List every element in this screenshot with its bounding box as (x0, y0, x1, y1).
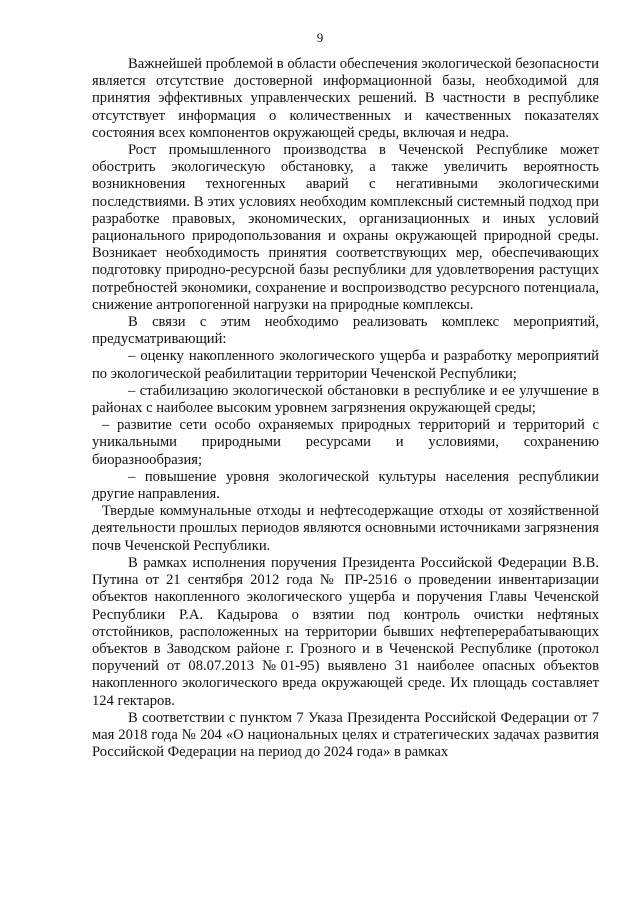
paragraph-decree-204: В соответствии с пунктом 7 Указа Президента Российской Федерации от 7 мая 2018 года № 204 «О национальных целях и стратегических задачах развития Российской Федерации на период до 2024 года» в рамках (92, 709, 599, 761)
list-item-damage-assessment: – оценку накопленного экологического ущерба и разработку мероприятий по экологической реабилитации территории Чеченской Республики; (92, 348, 599, 382)
list-item-ecological-culture: – повышение уровня экологической культуры населения республикии другие направления. (92, 468, 599, 503)
paragraph-ecology-problem: Важнейшей проблемой в области обеспечения экологической безопасности является отсутствие достоверной информационной базы, необходимой для принятия эффективных управленческих решений. В частности в республике отсутствует информация о количественных и качественных показателях состояния всех компонентов окружающей среды, включая и недра. (92, 56, 599, 141)
paragraph-measures-intro: В связи с этим необходимо реализовать комплекс мероприятий, предусматривающий: (92, 314, 599, 348)
list-item-protected-areas: – развитие сети особо охраняемых природных территорий и территорий с уникальными природными ресурсами и условиями, сохранению биоразнообразия; (92, 417, 599, 468)
paragraph-industrial-growth: Рост промышленного производства в Чеченской Республике может обострить экологическую обстановку, а также увеличить вероятность возникновения техногенных аварий с негативными экологическими последствиями. В этих условиях необходим комплексный системный подход при разработке правовых, экономических, организационных и иных условий рационального природопользования и охраны окружающей природной среды. Возникает необходимость принятия соответствующих мер, обеспечивающих подготовку природно-ресурсной базы республики для удовлетворения растущих потребностей экономики, сохранение и воспроизводство ресурсного потенциала, снижение антропогенной нагрузки на природные комплексы. (92, 142, 599, 313)
paragraph-presidential-order: В рамках исполнения поручения Президента Российской Федерации В.В. Путина от 21 сентября 2012 года № ПР-2516 о проведении инвентаризации объектов накопленного экологического ущерба и поручения Главы Чеченской Республики Р.А. Кадырова о взятии под контроль очистки нефтяных отстойников, расположенных на территории бывших нефтеперерабатывающих объектов в Заводском районе г. Грозного и в Чеченской Республике (протокол поручений от 08.07.2013 №01-95) выявлено 31 наиболее опасных объектов накопленного экологического вреда окружающей среде. Их площадь составляет 124 гектаров. (92, 554, 599, 709)
page-number: 9 (316, 30, 324, 45)
document-body (92, 56, 599, 761)
list-item-stabilization: – стабилизацию экологической обстановки в республике и ее улучшение в районах с наиболее высоким уровнем загрязнения окружающей среды; (92, 382, 599, 417)
paragraph-waste-sources: Твердые коммунальные отходы и нефтесодержащие отходы от хозяйственной деятельности прошлых периодов являются основными источниками загрязнения почв Чеченской Республики. (92, 503, 599, 554)
